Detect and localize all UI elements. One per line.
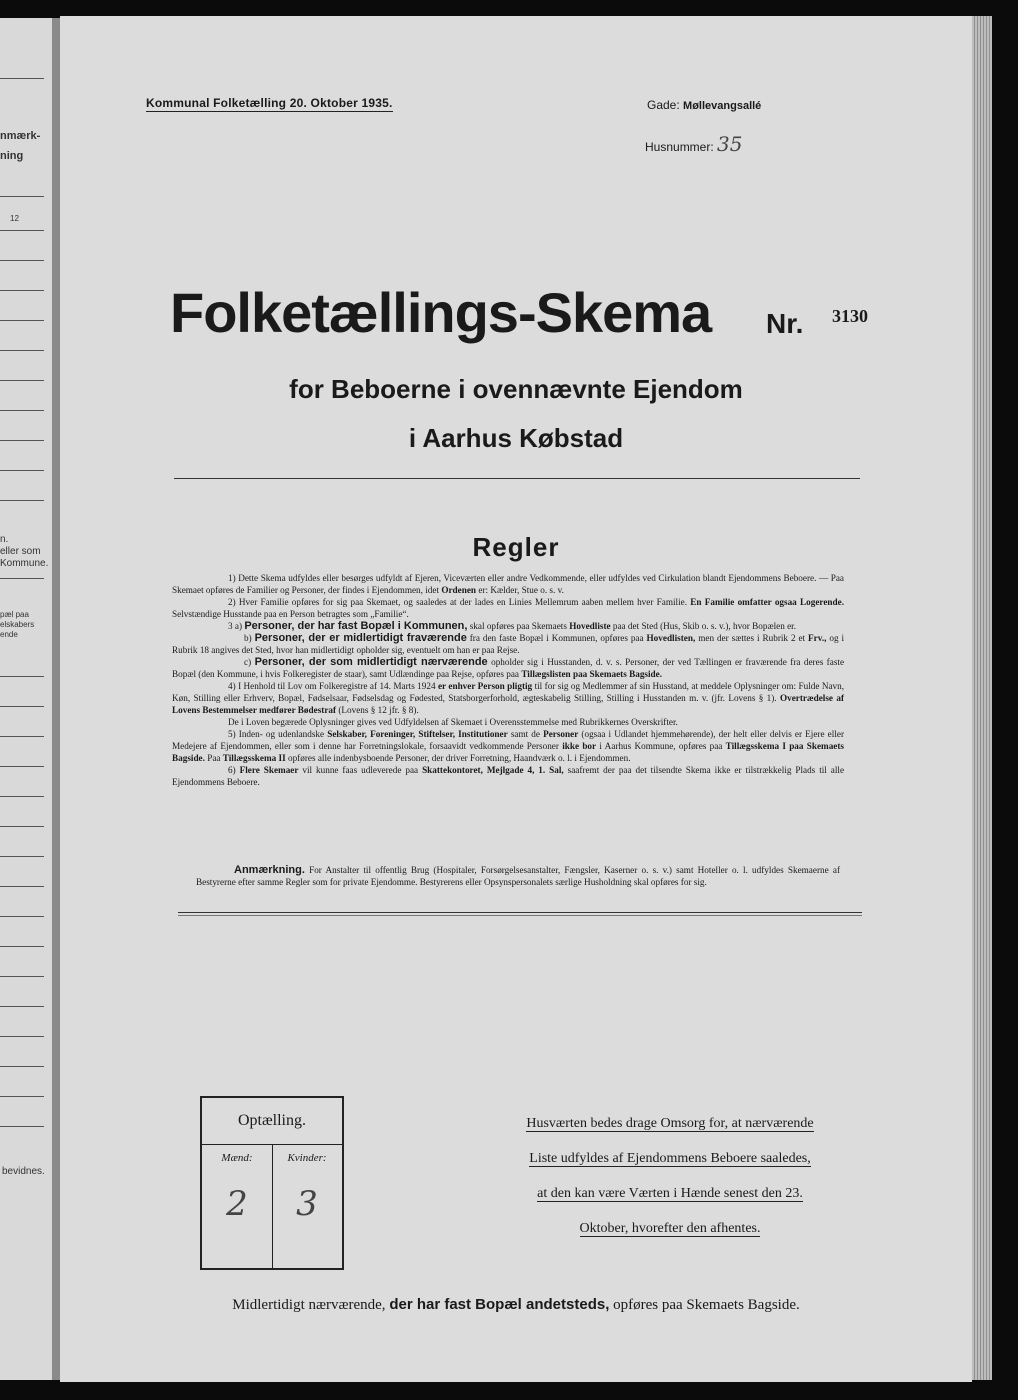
left-fragment: nmærk- xyxy=(0,130,41,142)
remark-text: Anmærkning. For Anstalter til offentlig Brug (Hospitaler, Forsørgelsesanstalter, Fængsler, Kaserner o. s. v.) samt Hoteller o. l. udfyldes Skemaerne af Bestyrerne efter samme Regler som for private Ejendomme. Bestyrerens eller Opsynspersonalets særlige Husholdning skal opføres for sig. xyxy=(196,864,841,887)
left-fragment: elskabers xyxy=(0,620,35,629)
left-fragment: n. xyxy=(0,534,9,545)
book-gutter xyxy=(52,18,60,1380)
left-fragment: ning xyxy=(0,150,24,162)
page-edges xyxy=(972,16,992,1380)
note-line: Husværten bedes drage Omsorg for, at nærværende xyxy=(526,1116,814,1131)
rule-3b: b) Personer, der er midlertidigt fraværende fra den faste Bopæl i Kommunen, opføres paa Hovedlisten, men der sættes i Rubrik 2 et Frv., og i Rubrik 18 angives det Sted, hvor han midlertidigt opholder sig, eventuelt om han er paa Rejse. xyxy=(172,632,845,655)
rules-text xyxy=(172,572,844,788)
left-fragment: pæl paa xyxy=(0,610,29,619)
house-number-label: Husnummer: xyxy=(645,140,714,154)
rule-1: 1) Dette Skema udfyldes eller besørges udfyldt af Ejeren, Viceværten eller andre Vedkommende, eller udfyldes ved Cirkulation blandt Ejendommens Beboere. — Paa Skemaet opføres de Familier og Personer, der findes i Ejendommen, idet Ordenen er: Kælder, Stue o. s. v. xyxy=(172,573,844,595)
census-header: Kommunal Folketælling 20. Oktober 1935. xyxy=(146,96,393,110)
landlord-note xyxy=(500,1106,840,1246)
left-fragment: bevidnes. xyxy=(2,1166,45,1177)
women-label: Kvinder: xyxy=(287,1152,327,1164)
rule-5: 5) Inden- og udenlandske Selskaber, Foreninger, Stiftelser, Institutioner samt de Personer (ogsaa i Udlandet hjemmehørende), der helt eller delvis er Ejere eller Medejere af Ejendommen, eller som i denne har Forretningslokale, forsaavidt vedkommende Personer ikke bor i Aarhus Kommune, opføres paa Tillægsskema I paa Skemaets Bagside. Paa Tillægsskema II opføres alle indenbysboende Personer, der driver Forretning, Haandværk o. l. i Ejendommen. xyxy=(172,729,845,763)
women-count: 3 xyxy=(296,1184,318,1224)
form-subtitle-city: i Aarhus Købstad xyxy=(408,423,624,453)
rule-3a: 3 a) Personer, der har fast Bopæl i Kommunen, skal opføres paa Skemaets Hovedliste paa det Sted (Hus, Skib o. s. v.), hvor Bopælen er. xyxy=(228,620,797,632)
men-count: 2 xyxy=(226,1184,248,1224)
left-fragment: eller som xyxy=(0,546,41,557)
divider xyxy=(178,912,862,913)
rules-heading: Regler xyxy=(472,532,560,562)
divider xyxy=(174,478,860,479)
count-box xyxy=(200,1096,344,1270)
footer-note: Midlertidigt nærværende, der har fast Bopæl andetsteds, opføres paa Skemaets Bagside. xyxy=(232,1296,800,1313)
rule-6: 6) Flere Skemaer vil kunne faas udleverede paa Skattekontoret, Mejlgade 4, 1. Sal, saafremt der paa det tilsendte Skema ikke er tilstrækkelig Plads til alle Ejendommens Beboere. xyxy=(172,765,845,787)
street-field xyxy=(647,98,761,112)
left-fragment: 12 xyxy=(10,214,19,223)
left-page-fragment xyxy=(0,18,52,1380)
census-form-page xyxy=(60,16,972,1382)
rule-4b: De i Loven begærede Oplysninger gives ved Udfyldelsen af Skemaet i Overensstemmelse med Rubrikkernes Overskrifter. xyxy=(228,717,678,727)
men-label: Mænd: xyxy=(221,1152,253,1164)
count-box-title: Optælling. xyxy=(237,1112,306,1129)
note-line: Liste udfyldes af Ejendommens Beboere saaledes, xyxy=(529,1151,811,1166)
left-fragment: ende xyxy=(0,630,18,639)
note-line: Oktober, hvorefter den afhentes. xyxy=(579,1221,761,1236)
form-number-value: 3130 xyxy=(832,306,868,326)
house-number-field xyxy=(645,132,742,156)
rule-2: 2) Hver Familie opføres for sig paa Skemaet, og saaledes at der lades en Linies Mellemrum aaben mellem hver Familie. En Familie omfatter ogsaa Logerende. Selvstændige Husstande paa en Person betragtes som „Familie“. xyxy=(172,597,844,619)
divider xyxy=(178,915,862,916)
house-number-value: 35 xyxy=(717,132,743,156)
street-label: Gade: xyxy=(647,98,680,112)
note-line: at den kan være Værten i Hænde senest den 23. xyxy=(537,1186,803,1201)
rule-3c: c) Personer, der som midlertidigt nærværende opholder sig i Husstanden, d. v. s. Personer, der ved Tællingen er fraværende fra deres faste Bopæl (den Kommune, i hvis Folkeregister de staar), samt Udlændinge paa Rejse, opføres paa Tillægslisten paa Skemaets Bagside. xyxy=(172,656,845,679)
street-value: Møllevangsallé xyxy=(683,100,762,112)
form-number-label: Nr. xyxy=(766,308,804,339)
remark-label: Anmærkning. xyxy=(234,864,305,876)
left-fragment: Kommune. xyxy=(0,558,49,569)
form-subtitle: for Beboerne i ovennævnte Ejendom xyxy=(289,374,743,404)
rule-4: 4) I Henhold til Lov om Folkeregistre af 14. Marts 1924 er enhver Person pligtig til for sig og Medlemmer af sin Husstand, at meddele Oplysninger om: Fulde Navn, Køn, Stilling eller Erhverv, Bopæl, Fødselsaar, Fødselsdag og Fødested, Statsborgerforhold, ægteskabelig Stilling, Stilling i Husstanden m. v. (jfr. Lovens § 1). Overtrædelse af Lovens Bestemmelser medfører Bødestraf (Lovens § 12 jfr. § 8). xyxy=(172,681,845,715)
form-title: Folketællings-Skema xyxy=(170,281,712,344)
